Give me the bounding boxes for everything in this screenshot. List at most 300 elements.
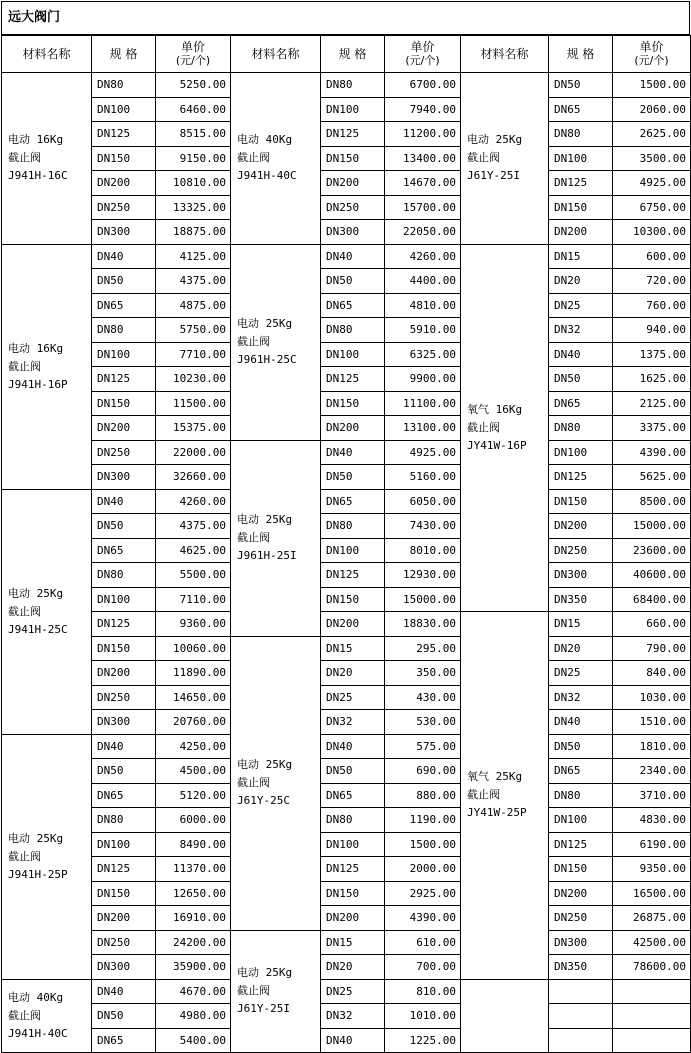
material-name-line: 电动 25Kg (237, 513, 293, 526)
price-cell: 720.00 (613, 269, 691, 294)
price-cell: 5625.00 (613, 465, 691, 490)
price-cell: 78600.00 (613, 955, 691, 980)
table-row (2, 342, 691, 367)
spec-cell: DN250 (549, 906, 613, 931)
spec-cell: DN125 (549, 171, 613, 196)
table-row (2, 1004, 691, 1029)
material-name-line: J941H-16C (8, 169, 68, 183)
table-row (2, 612, 691, 637)
spec-cell: DN65 (92, 293, 156, 318)
sheet-title: 远大阀门 (1, 1, 690, 35)
price-cell: 5910.00 (385, 318, 461, 343)
price-cell: 700.00 (385, 955, 461, 980)
spec-cell: DN250 (92, 195, 156, 220)
spec-cell: DN25 (549, 661, 613, 686)
table-row (2, 122, 691, 147)
spec-cell: DN15 (321, 930, 385, 955)
price-cell: 1030.00 (613, 685, 691, 710)
spec-cell: DN100 (92, 832, 156, 857)
price-cell: 4500.00 (156, 759, 231, 784)
price-cell: 350.00 (385, 661, 461, 686)
material-name-cell (2, 73, 92, 245)
spec-cell: DN80 (321, 318, 385, 343)
header-price-label: 单价 (639, 40, 664, 54)
spec-cell: DN40 (321, 734, 385, 759)
spec-cell: DN80 (321, 808, 385, 833)
spec-cell: DN65 (321, 489, 385, 514)
material-name-line: 电动 16Kg (8, 341, 64, 355)
price-cell: 14650.00 (156, 685, 231, 710)
spec-cell: DN20 (549, 636, 613, 661)
spec-cell: DN125 (92, 857, 156, 882)
material-name-cell (461, 612, 549, 980)
header-spec: 规 格 (549, 36, 613, 73)
price-cell: 35900.00 (156, 955, 231, 980)
price-cell: 68400.00 (613, 587, 691, 612)
price-cell: 5500.00 (156, 563, 231, 588)
spec-cell: DN100 (549, 146, 613, 171)
price-cell: 13325.00 (156, 195, 231, 220)
price-cell: 12650.00 (156, 881, 231, 906)
price-cell: 4670.00 (156, 979, 231, 1004)
price-cell: 4810.00 (385, 293, 461, 318)
material-name-line: J941H-25C (8, 622, 68, 636)
spec-cell: DN150 (321, 881, 385, 906)
price-cell: 10060.00 (156, 636, 231, 661)
spec-cell: DN50 (321, 465, 385, 490)
spec-cell: DN25 (549, 293, 613, 318)
table-row (2, 685, 691, 710)
price-cell: 15700.00 (385, 195, 461, 220)
header-name: 材料名称 (461, 36, 549, 73)
price-cell: 3500.00 (613, 146, 691, 171)
material-name-line: 电动 40Kg (8, 990, 64, 1004)
spec-cell: DN80 (321, 73, 385, 98)
spec-cell (549, 1028, 613, 1053)
price-cell: 15000.00 (613, 514, 691, 539)
price-cell: 1500.00 (385, 832, 461, 857)
spec-cell: DN40 (549, 710, 613, 735)
header-spec: 规 格 (92, 36, 156, 73)
spec-cell: DN125 (92, 367, 156, 392)
price-cell: 430.00 (385, 685, 461, 710)
header-price-label: 单价 (180, 40, 205, 54)
price-cell: 760.00 (613, 293, 691, 318)
spec-cell: DN50 (92, 759, 156, 784)
price-cell: 4250.00 (156, 734, 231, 759)
spec-cell: DN40 (92, 489, 156, 514)
spec-cell: DN25 (321, 979, 385, 1004)
spec-cell: DN40 (321, 440, 385, 465)
spec-cell: DN250 (92, 930, 156, 955)
price-cell: 5160.00 (385, 465, 461, 490)
spec-cell: DN32 (549, 685, 613, 710)
header-price (156, 36, 231, 73)
table-row (2, 636, 691, 661)
material-name-line: 截止阀 (8, 849, 41, 863)
price-cell: 530.00 (385, 710, 461, 735)
spec-cell: DN40 (92, 734, 156, 759)
material-name-line: 截止阀 (467, 420, 500, 434)
material-name-cell (2, 489, 92, 734)
price-cell: 9360.00 (156, 612, 231, 637)
spec-cell: DN100 (321, 97, 385, 122)
price-cell: 9900.00 (385, 367, 461, 392)
material-name-line: 电动 25Kg (8, 831, 64, 845)
price-table (1, 35, 691, 1053)
spec-cell: DN125 (321, 857, 385, 882)
table-row (2, 661, 691, 686)
spec-cell: DN50 (321, 269, 385, 294)
price-cell (613, 1028, 691, 1053)
material-name-line: 电动 25Kg (237, 317, 293, 330)
spec-cell: DN40 (549, 342, 613, 367)
table-row (2, 1028, 691, 1053)
material-name-line: JY41W-16P (467, 438, 527, 452)
material-name-line: 电动 25Kg (8, 586, 64, 600)
material-name-line: 截止阀 (237, 776, 270, 789)
price-cell: 14670.00 (385, 171, 461, 196)
price-cell: 24200.00 (156, 930, 231, 955)
table-row (2, 318, 691, 343)
spec-cell: DN150 (549, 489, 613, 514)
spec-cell: DN50 (92, 514, 156, 539)
spec-cell: DN125 (92, 612, 156, 637)
table-row (2, 734, 691, 759)
spec-cell: DN65 (92, 1028, 156, 1053)
spec-cell: DN200 (321, 171, 385, 196)
material-name-line: J941H-16P (8, 377, 68, 391)
spec-cell: DN40 (321, 1028, 385, 1053)
price-cell: 9350.00 (613, 857, 691, 882)
spec-cell: DN300 (549, 930, 613, 955)
spec-cell: DN125 (321, 367, 385, 392)
table-row (2, 832, 691, 857)
spec-cell: DN150 (549, 857, 613, 882)
price-cell: 16500.00 (613, 881, 691, 906)
price-cell: 4260.00 (156, 489, 231, 514)
price-cell: 4375.00 (156, 269, 231, 294)
price-cell: 3375.00 (613, 416, 691, 441)
table-row (2, 244, 691, 269)
price-cell: 790.00 (613, 636, 691, 661)
price-cell: 15375.00 (156, 416, 231, 441)
price-cell: 940.00 (613, 318, 691, 343)
header-row (2, 36, 691, 73)
spec-cell: DN25 (321, 685, 385, 710)
material-name-line: 电动 16Kg (8, 133, 64, 147)
table-row (2, 293, 691, 318)
material-name-line: 截止阀 (467, 151, 500, 165)
price-cell: 1190.00 (385, 808, 461, 833)
material-name-cell (231, 73, 321, 245)
spec-cell: DN100 (549, 808, 613, 833)
spec-cell: DN100 (321, 342, 385, 367)
price-cell: 2000.00 (385, 857, 461, 882)
material-name-line: 电动 25Kg (237, 966, 293, 980)
material-name-line: 截止阀 (237, 984, 270, 998)
price-cell: 2125.00 (613, 391, 691, 416)
spec-cell: DN100 (92, 97, 156, 122)
price-cell: 4390.00 (613, 440, 691, 465)
spec-cell: DN65 (549, 97, 613, 122)
material-name-line: 截止阀 (8, 604, 41, 618)
material-name-cell (231, 244, 321, 440)
price-cell: 8515.00 (156, 122, 231, 147)
material-name-cell (231, 636, 321, 930)
spec-cell: DN150 (549, 195, 613, 220)
price-cell: 11890.00 (156, 661, 231, 686)
spec-cell: DN350 (549, 955, 613, 980)
price-cell: 5250.00 (156, 73, 231, 98)
table-row (2, 391, 691, 416)
price-cell: 6000.00 (156, 808, 231, 833)
price-cell: 10230.00 (156, 367, 231, 392)
price-cell: 12930.00 (385, 563, 461, 588)
spec-cell: DN125 (321, 122, 385, 147)
spec-cell: DN125 (549, 465, 613, 490)
spec-cell: DN65 (321, 783, 385, 808)
spec-cell: DN200 (549, 514, 613, 539)
price-cell: 22000.00 (156, 440, 231, 465)
table-row (2, 563, 691, 588)
material-name-line: J941H-40C (237, 169, 297, 183)
table-row (2, 808, 691, 833)
spec-cell: DN300 (321, 220, 385, 245)
material-name-cell (461, 73, 549, 245)
spec-cell: DN65 (92, 783, 156, 808)
spec-cell: DN250 (549, 538, 613, 563)
spec-cell: DN80 (549, 783, 613, 808)
table-row (2, 955, 691, 980)
price-cell (613, 1004, 691, 1029)
header-price-unit: (元/个) (634, 54, 669, 67)
spec-cell (549, 979, 613, 1004)
price-cell: 6460.00 (156, 97, 231, 122)
price-cell: 6190.00 (613, 832, 691, 857)
spec-cell: DN80 (92, 73, 156, 98)
material-name-line: 电动 25Kg (467, 133, 523, 147)
price-cell: 8490.00 (156, 832, 231, 857)
price-cell: 1500.00 (613, 73, 691, 98)
price-cell: 16910.00 (156, 906, 231, 931)
spec-cell: DN250 (321, 195, 385, 220)
price-cell: 4125.00 (156, 244, 231, 269)
material-name-line: 截止阀 (8, 1008, 41, 1022)
material-name-line: 截止阀 (237, 335, 270, 348)
spec-cell: DN250 (92, 685, 156, 710)
price-cell: 840.00 (613, 661, 691, 686)
price-cell: 4830.00 (613, 808, 691, 833)
material-name-line: J961H-25I (237, 549, 297, 562)
price-cell: 660.00 (613, 612, 691, 637)
price-cell: 4925.00 (385, 440, 461, 465)
price-cell: 4625.00 (156, 538, 231, 563)
spec-cell: DN32 (321, 710, 385, 735)
spec-cell: DN125 (92, 122, 156, 147)
price-cell: 600.00 (613, 244, 691, 269)
material-name-line: 氧气 16Kg (467, 402, 523, 416)
spec-cell: DN15 (321, 636, 385, 661)
table-row (2, 171, 691, 196)
spec-cell: DN200 (321, 416, 385, 441)
price-cell: 6325.00 (385, 342, 461, 367)
price-cell: 4980.00 (156, 1004, 231, 1029)
spec-cell: DN150 (92, 146, 156, 171)
spec-cell: DN300 (92, 220, 156, 245)
material-name-line: J61Y-25I (237, 1002, 290, 1016)
price-cell: 8010.00 (385, 538, 461, 563)
price-cell: 7430.00 (385, 514, 461, 539)
table-row (2, 367, 691, 392)
spec-cell: DN150 (321, 146, 385, 171)
price-cell: 4260.00 (385, 244, 461, 269)
price-cell: 295.00 (385, 636, 461, 661)
spec-cell: DN65 (92, 538, 156, 563)
price-cell: 6750.00 (613, 195, 691, 220)
price-cell: 1375.00 (613, 342, 691, 367)
price-cell: 4875.00 (156, 293, 231, 318)
spec-cell: DN80 (549, 122, 613, 147)
table-row (2, 440, 691, 465)
price-cell: 8500.00 (613, 489, 691, 514)
spec-cell: DN150 (92, 391, 156, 416)
price-cell: 1625.00 (613, 367, 691, 392)
price-cell: 5120.00 (156, 783, 231, 808)
spec-cell: DN125 (321, 563, 385, 588)
material-name-cell (461, 979, 549, 1053)
price-cell: 18875.00 (156, 220, 231, 245)
spec-cell: DN80 (92, 808, 156, 833)
spec-cell: DN200 (92, 661, 156, 686)
price-cell: 11370.00 (156, 857, 231, 882)
spec-cell: DN65 (549, 391, 613, 416)
spec-cell: DN200 (92, 906, 156, 931)
price-cell: 4390.00 (385, 906, 461, 931)
table-row (2, 587, 691, 612)
material-name-cell (2, 244, 92, 489)
price-cell: 5400.00 (156, 1028, 231, 1053)
table-row (2, 465, 691, 490)
price-cell: 6700.00 (385, 73, 461, 98)
price-cell: 13100.00 (385, 416, 461, 441)
price-cell: 11500.00 (156, 391, 231, 416)
table-row (2, 783, 691, 808)
material-name-line: 电动 25Kg (237, 758, 293, 771)
price-cell: 5750.00 (156, 318, 231, 343)
material-name-line: J61Y-25I (467, 169, 520, 183)
price-cell: 7110.00 (156, 587, 231, 612)
price-cell: 2060.00 (613, 97, 691, 122)
material-name-cell (231, 440, 321, 636)
spec-cell: DN200 (549, 881, 613, 906)
material-name-line: JY41W-25P (467, 806, 527, 820)
material-name-cell (231, 930, 321, 1053)
price-cell: 1810.00 (613, 734, 691, 759)
header-name: 材料名称 (231, 36, 321, 73)
material-name-line: J61Y-25C (237, 794, 290, 807)
spec-cell: DN100 (321, 538, 385, 563)
price-cell: 40600.00 (613, 563, 691, 588)
spec-cell: DN50 (92, 269, 156, 294)
spec-cell: DN32 (549, 318, 613, 343)
spec-cell: DN100 (321, 832, 385, 857)
material-name-line: 截止阀 (237, 531, 270, 544)
price-sheet (1, 1, 690, 1053)
table-row (2, 269, 691, 294)
spec-cell: DN250 (92, 440, 156, 465)
spec-cell: DN150 (321, 391, 385, 416)
spec-cell: DN100 (549, 440, 613, 465)
price-cell: 2925.00 (385, 881, 461, 906)
price-cell: 690.00 (385, 759, 461, 784)
price-cell: 18830.00 (385, 612, 461, 637)
table-row (2, 146, 691, 171)
spec-cell: DN200 (549, 220, 613, 245)
price-cell: 10810.00 (156, 171, 231, 196)
header-price-label: 单价 (410, 40, 435, 54)
spec-cell: DN300 (92, 955, 156, 980)
material-name-cell (2, 979, 92, 1053)
price-cell: 575.00 (385, 734, 461, 759)
table-row (2, 538, 691, 563)
spec-cell: DN15 (549, 244, 613, 269)
price-cell: 42500.00 (613, 930, 691, 955)
material-name-cell (461, 244, 549, 612)
spec-cell: DN20 (321, 661, 385, 686)
table-row (2, 881, 691, 906)
price-cell: 11100.00 (385, 391, 461, 416)
material-name-line: 截止阀 (467, 788, 500, 802)
price-cell: 32660.00 (156, 465, 231, 490)
price-cell: 810.00 (385, 979, 461, 1004)
header-price-unit: (元/个) (175, 54, 211, 67)
material-name-cell (2, 734, 92, 979)
table-row (2, 759, 691, 784)
price-cell: 20760.00 (156, 710, 231, 735)
spec-cell: DN50 (92, 1004, 156, 1029)
header-name: 材料名称 (2, 36, 92, 73)
price-cell: 4400.00 (385, 269, 461, 294)
header-price-unit: (元/个) (405, 54, 440, 67)
table-row (2, 220, 691, 245)
material-name-line: 截止阀 (8, 359, 41, 373)
material-name-line: 电动 40Kg (237, 133, 293, 147)
table-row (2, 857, 691, 882)
spec-cell: DN40 (92, 244, 156, 269)
spec-cell: DN50 (549, 367, 613, 392)
spec-cell: DN300 (549, 563, 613, 588)
spec-cell: DN32 (321, 1004, 385, 1029)
price-cell: 9150.00 (156, 146, 231, 171)
table-row (2, 416, 691, 441)
price-cell: 4375.00 (156, 514, 231, 539)
price-cell: 11200.00 (385, 122, 461, 147)
spec-cell: DN200 (321, 612, 385, 637)
price-cell: 13400.00 (385, 146, 461, 171)
price-cell: 7710.00 (156, 342, 231, 367)
table-row (2, 489, 691, 514)
spec-cell: DN150 (92, 636, 156, 661)
price-cell: 1225.00 (385, 1028, 461, 1053)
spec-cell: DN200 (321, 906, 385, 931)
spec-cell: DN150 (321, 587, 385, 612)
table-row (2, 710, 691, 735)
spec-cell: DN100 (92, 587, 156, 612)
spec-cell (549, 1004, 613, 1029)
spec-cell: DN200 (92, 171, 156, 196)
table-row (2, 930, 691, 955)
